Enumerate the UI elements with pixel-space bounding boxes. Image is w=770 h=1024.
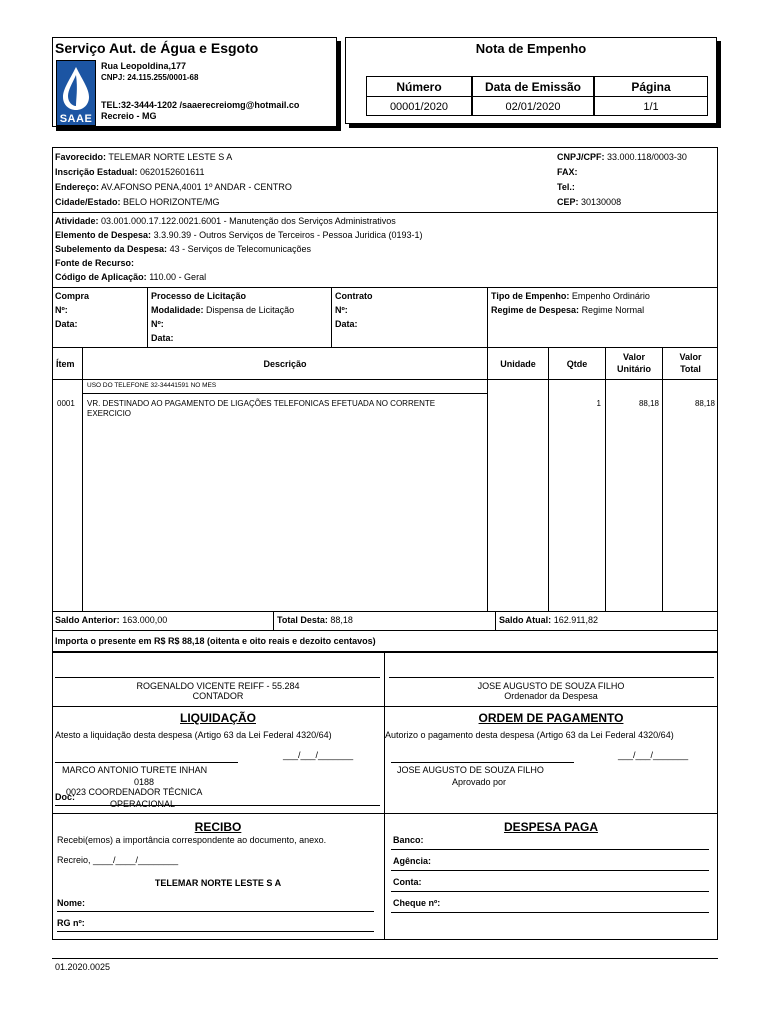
banco-line bbox=[391, 849, 709, 850]
nota-divider bbox=[366, 96, 708, 97]
fonte-label: Fonte de Recurso: bbox=[55, 258, 135, 268]
liquidacao-sign-line bbox=[55, 762, 238, 763]
data-label: Data de Emissão bbox=[484, 80, 582, 94]
processo-data: Data: bbox=[151, 333, 174, 343]
codigo-value: 110.00 - Geral bbox=[149, 272, 207, 282]
numero-label: Número bbox=[396, 80, 442, 94]
subelemento-value: 43 - Serviços de Telecomunicações bbox=[169, 244, 311, 254]
banco-label: Banco: bbox=[393, 835, 424, 845]
items-vline-1 bbox=[82, 347, 83, 611]
processo-no: Nº: bbox=[151, 319, 164, 329]
modalidade-value: Dispensa de Licitação bbox=[206, 305, 295, 315]
numero-value: 00001/2020 bbox=[389, 101, 449, 113]
divider-liquidacao bbox=[52, 813, 718, 814]
liquidacao-dept: 0023 COORDENADOR TÉCNICA bbox=[66, 787, 203, 797]
footer-line bbox=[52, 958, 718, 959]
saldo-anterior-label: Saldo Anterior: bbox=[55, 615, 120, 625]
data-value: 02/01/2020 bbox=[505, 101, 561, 113]
org-tel: TEL:32-3444-1202 /saaerecreiomg@hotmail.co bbox=[101, 100, 300, 110]
favorecido-value: TELEMAR NORTE LESTE S A bbox=[108, 152, 233, 162]
compra-divider-2 bbox=[331, 287, 332, 347]
ordem-text: Autorizo o pagamento desta despesa (Artigo 63 da Lei Federal 4320/64) bbox=[385, 730, 674, 740]
pagina-value: 1/1 bbox=[643, 101, 659, 113]
endereco-value: AV.AFONSO PENA,4001 1º ANDAR - CENTRO bbox=[101, 182, 292, 192]
cep bbox=[557, 197, 621, 208]
endereco-label: Endereço: bbox=[55, 182, 100, 192]
divider-compra bbox=[52, 347, 718, 348]
elemento-value: 3.3.90.39 - Outros Serviços de Terceiros - Pessoa Juridica (0193-1) bbox=[153, 230, 423, 240]
item-note-divider bbox=[82, 393, 487, 394]
compra-label: Compra bbox=[55, 291, 90, 301]
saldo-atual bbox=[499, 615, 598, 626]
conta-line bbox=[391, 891, 709, 892]
recibo-recreio: Recreio, ____/____/________ bbox=[57, 855, 179, 865]
cnpj-cpf bbox=[557, 152, 687, 163]
col-valor-unitario-2: Unitário bbox=[616, 364, 651, 374]
recibo-rg-line bbox=[57, 931, 374, 932]
items-vline-4 bbox=[605, 347, 606, 611]
cheque-line bbox=[391, 912, 709, 913]
cidade-value: BELO HORIZONTE/MG bbox=[123, 197, 220, 207]
liquidacao-text: Atesto a liquidação desta despesa (Artigo 63 da Lei Federal 4320/64) bbox=[55, 730, 332, 740]
col-valor-unitario-1: Valor bbox=[622, 352, 645, 362]
contrato-data: Data: bbox=[335, 319, 358, 329]
water-drop-icon bbox=[57, 63, 95, 113]
item-number: 0001 bbox=[57, 399, 75, 408]
item-desc-line1: VR. DESTINADO AO PAGAMENTO DE LIGAÇÕES TELEFONICAS EFETUADA NO CORRENTE bbox=[87, 399, 436, 408]
divider-dotacao bbox=[52, 287, 718, 288]
saldo-atual-label: Saldo Atual: bbox=[499, 615, 552, 625]
atividade-value: 03.001.000.17.122.0021.6001 - Manutenção dos Serviços Administrativos bbox=[101, 216, 396, 226]
codigo bbox=[55, 272, 206, 283]
contador-sign-line bbox=[55, 677, 380, 678]
org-city: Recreio - MG bbox=[101, 111, 157, 121]
cnpj-cpf-label: CNPJ/CPF: bbox=[557, 152, 605, 162]
recibo-nome-label: Nome: bbox=[57, 898, 86, 908]
ordem-title: ORDEM DE PAGAMENTO bbox=[478, 711, 624, 725]
ordem-name: JOSE AUGUSTO DE SOUZA FILHO bbox=[397, 765, 544, 775]
liquidacao-title: LIQUIDAÇÃO bbox=[180, 711, 256, 725]
saldo-atual-value: 162.911,82 bbox=[553, 615, 599, 625]
favorecido bbox=[55, 152, 232, 163]
item-note: USO DO TELEFONE 32-34441591 NO MES bbox=[87, 382, 217, 389]
endereco bbox=[55, 182, 292, 193]
recibo-company: TELEMAR NORTE LESTE S A bbox=[154, 878, 282, 888]
atividade-label: Atividade: bbox=[55, 216, 99, 226]
contador-role: CONTADOR bbox=[192, 691, 244, 701]
saldo-vline-2 bbox=[495, 611, 496, 630]
cidade bbox=[55, 197, 220, 208]
divider-saldos-bottom bbox=[52, 630, 718, 631]
col-qtde: Qtde bbox=[566, 359, 588, 369]
compra-divider-1 bbox=[147, 287, 148, 347]
inscricao-label: Inscrição Estadual: bbox=[55, 167, 138, 177]
inscricao-value: 0620152601611 bbox=[140, 167, 205, 177]
tel-label: Tel.: bbox=[557, 182, 575, 192]
org-name: Serviço Aut. de Água e Esgoto bbox=[55, 40, 259, 56]
items-vline-3 bbox=[548, 347, 549, 611]
saae-logo bbox=[56, 60, 96, 126]
recibo-rg-label: RG nº: bbox=[57, 918, 85, 928]
ordem-date: ___/___/_______ bbox=[618, 750, 689, 760]
contrato-label: Contrato bbox=[335, 291, 373, 301]
saldo-anterior-value: 163.000,00 bbox=[122, 615, 168, 625]
col-valor-total-1: Valor bbox=[679, 352, 702, 362]
ordenador-role: Ordenador da Despesa bbox=[504, 691, 598, 701]
subelemento-label: Subelemento da Despesa: bbox=[55, 244, 168, 254]
col-unidade: Unidade bbox=[500, 359, 536, 369]
cheque-label: Cheque nº: bbox=[393, 898, 441, 908]
modalidade bbox=[151, 305, 294, 316]
tipo-value: Empenho Ordinário bbox=[571, 291, 650, 301]
liquidacao-doc-line bbox=[55, 805, 380, 806]
liquidacao-doc-label: Doc: bbox=[55, 792, 75, 802]
logo-text: SAAE bbox=[59, 113, 93, 125]
item-desc-line2: EXERCICIO bbox=[87, 409, 132, 418]
item-qtde: 1 bbox=[596, 399, 601, 408]
col-valor-total-2: Total bbox=[680, 364, 701, 374]
items-vline-5 bbox=[662, 347, 663, 611]
pagina-label: Página bbox=[631, 80, 671, 94]
favorecido-label: Favorecido: bbox=[55, 152, 107, 162]
cep-label: CEP: bbox=[557, 197, 579, 207]
total-desta bbox=[277, 615, 353, 626]
liquidacao-name: MARCO ANTONIO TURETE INHAN bbox=[62, 765, 208, 775]
total-desta-label: Total Desta: bbox=[277, 615, 328, 625]
subelemento bbox=[55, 244, 311, 255]
org-address: Rua Leopoldina,177 bbox=[101, 61, 187, 71]
item-valor-total: 88,18 bbox=[694, 399, 715, 408]
liquidacao-code: 0188 bbox=[133, 777, 155, 787]
ordenador-sign-line bbox=[389, 677, 714, 678]
fax-label: FAX: bbox=[557, 167, 578, 177]
atividade bbox=[55, 216, 396, 227]
cnpj-cpf-value: 33.000.118/0003-30 bbox=[607, 152, 687, 162]
saldo-anterior bbox=[55, 615, 167, 626]
item-valor-unitario: 88,18 bbox=[638, 399, 659, 408]
despesa-paga-title: DESPESA PAGA bbox=[503, 820, 599, 834]
regime-label: Regime de Despesa: bbox=[491, 305, 580, 315]
agencia-label: Agência: bbox=[393, 856, 432, 866]
importa-text: Importa o presente em R$ R$ 88,18 (oitenta e oito reais e dezoito centavos) bbox=[55, 636, 376, 646]
liquidacao-dept2: OPERACIONAL bbox=[110, 799, 176, 809]
codigo-label: Código de Aplicação: bbox=[55, 272, 147, 282]
elemento-label: Elemento de Despesa: bbox=[55, 230, 152, 240]
compra-no: Nº: bbox=[55, 305, 68, 315]
recibo-title: RECIBO bbox=[194, 820, 242, 834]
ordem-role: Aprovado por bbox=[452, 777, 507, 787]
total-desta-value: 88,18 bbox=[330, 615, 353, 625]
contador-name: ROGENALDO VICENTE REIFF - 55.284 bbox=[136, 681, 300, 691]
divider-items-header bbox=[52, 379, 718, 380]
col-descricao: Descrição bbox=[263, 359, 307, 369]
modalidade-label: Modalidade: bbox=[151, 305, 204, 315]
recibo-nome-line bbox=[57, 911, 374, 912]
compra-data: Data: bbox=[55, 319, 78, 329]
recibo-text: Recebi(emos) a importância correspondente ao documento, anexo. bbox=[57, 835, 327, 845]
ordenador-name: JOSE AUGUSTO DE SOUZA FILHO bbox=[477, 681, 625, 691]
ordem-sign-line bbox=[391, 762, 574, 763]
tipo-empenho bbox=[491, 291, 650, 302]
tipo-label: Tipo de Empenho: bbox=[491, 291, 570, 301]
agencia-line bbox=[391, 870, 709, 871]
compra-divider-3 bbox=[487, 287, 488, 347]
elemento bbox=[55, 230, 423, 241]
contrato-no: Nº: bbox=[335, 305, 348, 315]
liquidacao-date: ___/___/_______ bbox=[283, 750, 354, 760]
footer-code: 01.2020.0025 bbox=[55, 962, 111, 972]
org-cnpj: CNPJ: 24.115.255/0001-68 bbox=[101, 73, 199, 82]
cep-value: 30130008 bbox=[581, 197, 622, 207]
regime-value: Regime Normal bbox=[581, 305, 645, 315]
regime-despesa bbox=[491, 305, 644, 316]
cidade-label: Cidade/Estado: bbox=[55, 197, 121, 207]
items-vline-2 bbox=[487, 347, 488, 611]
divider-signatures bbox=[52, 706, 718, 707]
divider-saldos-top bbox=[52, 611, 718, 612]
doc-title: Nota de Empenho bbox=[475, 41, 587, 56]
saldo-vline-1 bbox=[273, 611, 274, 630]
col-item: Ítem bbox=[56, 359, 75, 369]
divider-favorecido bbox=[52, 212, 718, 213]
conta-label: Conta: bbox=[393, 877, 422, 887]
processo-label: Processo de Licitação bbox=[151, 291, 247, 301]
inscricao bbox=[55, 167, 204, 178]
